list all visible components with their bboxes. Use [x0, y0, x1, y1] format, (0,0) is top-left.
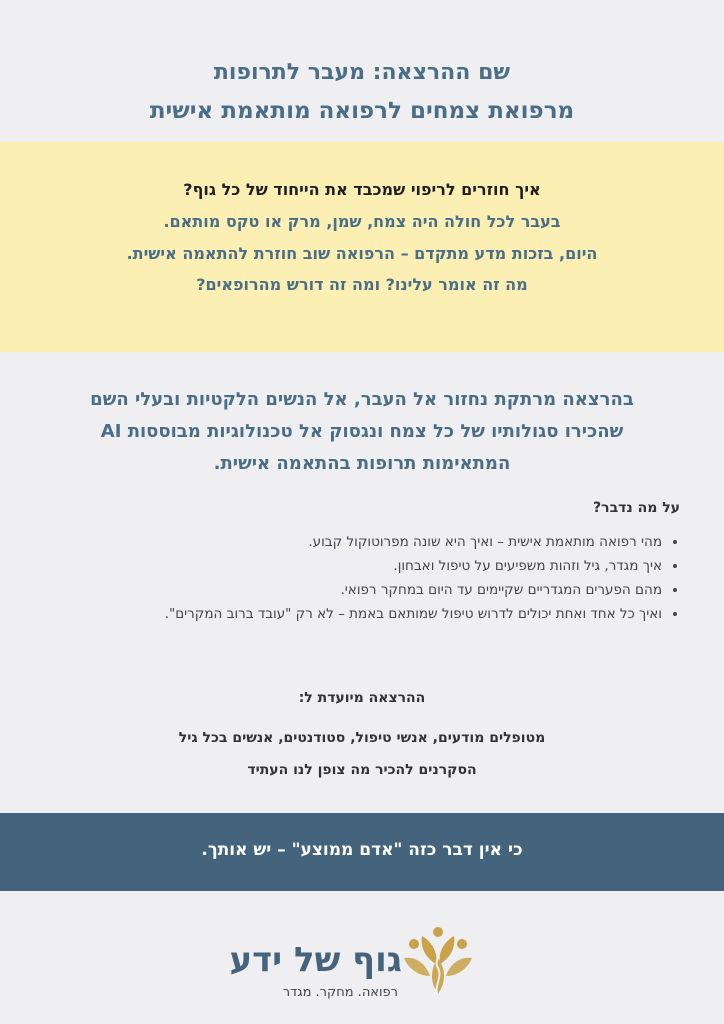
highlight-question: איך חוזרים לריפוי שמכבד את הייחוד של כל גוף?	[183, 180, 541, 199]
audience-line: הסקרנים להכיר מה צופן לנו העתיד	[247, 762, 477, 778]
logo-name: גוף של ידע	[229, 940, 402, 980]
logo-tagline: רפואה. מחקר. מגדר	[282, 985, 398, 1000]
banner	[0, 813, 724, 891]
highlight-line: היום, בזכות מדע מתקדם – הרפואה שוב חוזרת להתאמה אישית.	[126, 244, 598, 263]
header	[0, 0, 724, 138]
golden-plant-icon	[400, 924, 476, 1000]
highlight-line: בעבר לכל חולה היה צמח, שמן, מרק או טקס מותאם.	[163, 212, 561, 231]
highlight-box	[0, 142, 724, 352]
audience-title: ההרצאה מיועדת ל:	[298, 690, 426, 706]
list-item: • מהם הפערים המגדריים שקיימים עד היום במחקר רפואי.	[102, 578, 662, 602]
intro-line: שהכירו סגולותיו של כל צמח ונגסוק אל טכנולוגיות מבוססות AI	[100, 421, 624, 442]
page-subtitle: מרפואת צמחים לרפואה מותאמת אישית	[149, 98, 575, 124]
highlight-line: מה זה אומר עלינו? ומה זה דורש מהרופאים?	[196, 275, 528, 294]
topics-title: על מה נדבר?	[593, 500, 680, 516]
intro-paragraph	[40, 384, 684, 480]
list-item: • איך מגדר, גיל וזהות משפיעים על טיפול ואבחון.	[102, 554, 662, 578]
audience-line: מטופלים מודעים, אנשי טיפול, סטודנטים, אנשים בכל גיל	[178, 730, 546, 746]
intro-line: המתאימות תרופות בהתאמה אישית.	[213, 453, 511, 474]
banner-text: כי אין דבר כזה "אדם ממוצע" – יש אותך.	[201, 840, 523, 860]
list-item: • מהי רפואה מותאמת אישית – ואיך היא שונה מפרוטוקול קבוע.	[102, 530, 662, 554]
list-item: • ואיך כל אחד ואחת יכולים לדרוש טיפול שמותאם באמת – לא רק "עובד ברוב המקרים".	[102, 602, 662, 626]
intro-line: בהרצאה מרתקת נחזור אל העבר, אל הנשים הלקטיות ובעלי השם	[90, 389, 634, 410]
page-title: שם ההרצאה: מעבר לתרופות	[213, 60, 511, 85]
topics-list	[102, 530, 680, 626]
